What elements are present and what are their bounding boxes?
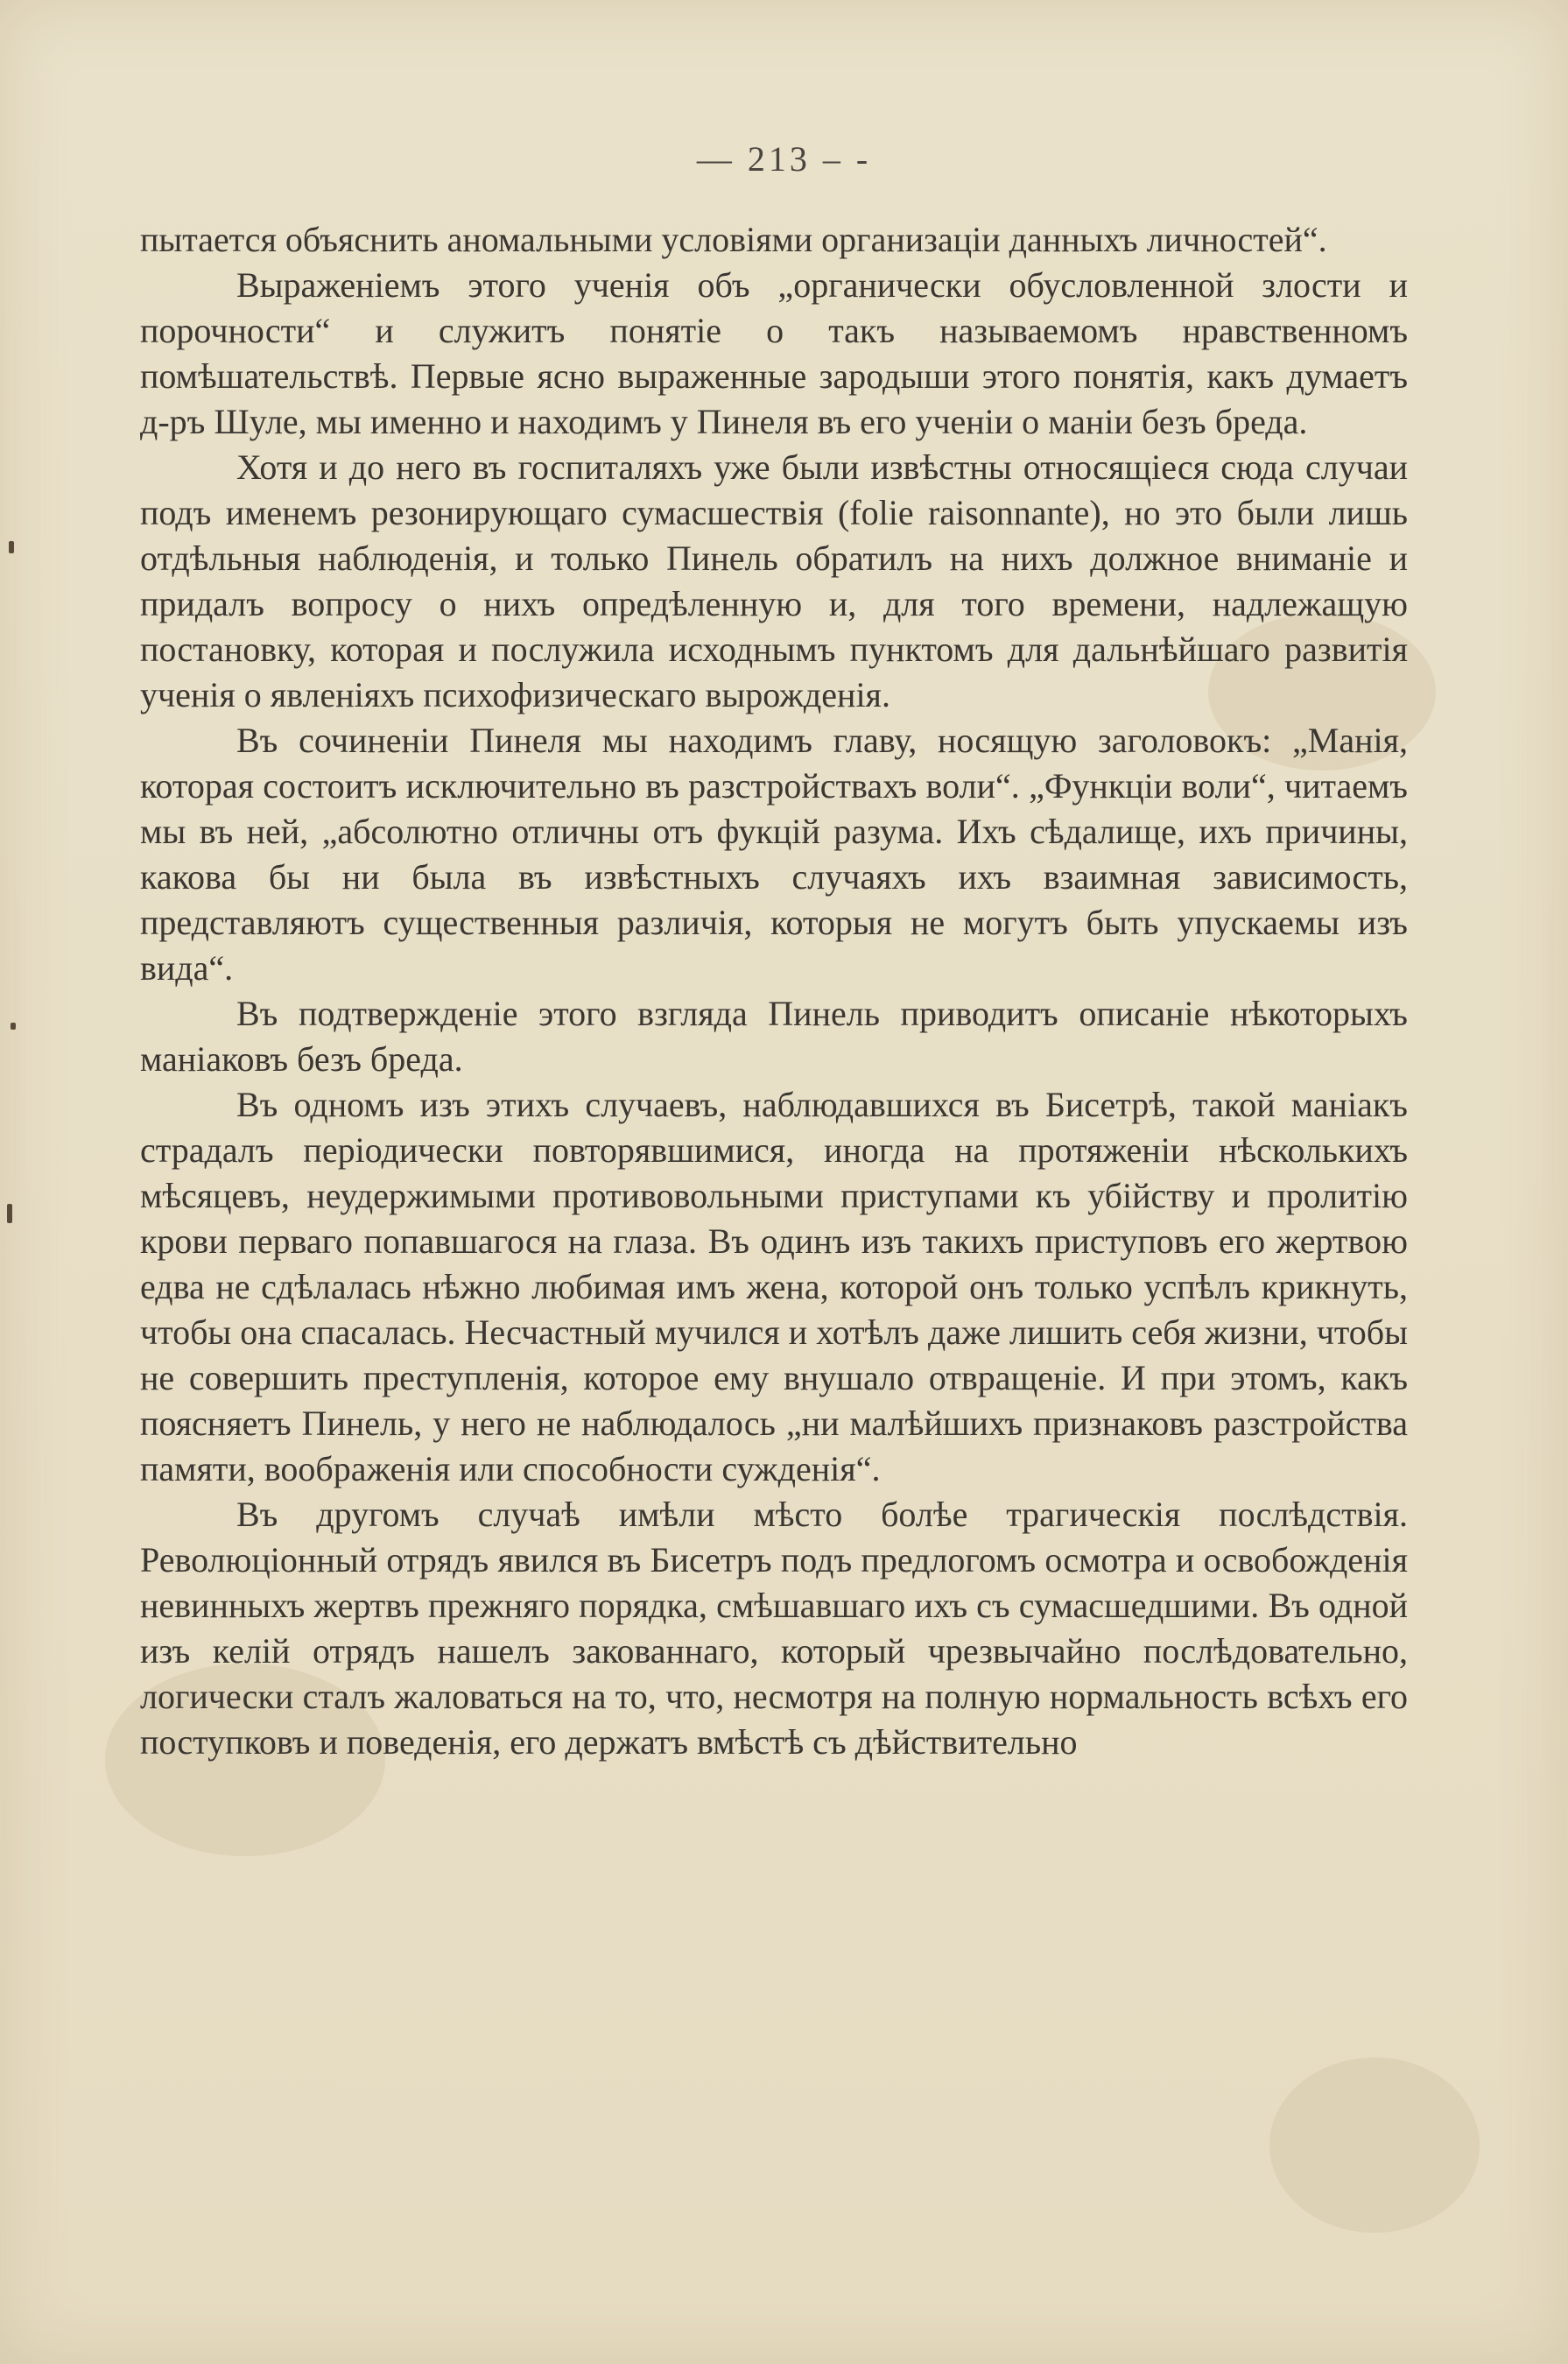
paragraph-3: Хотя и до него въ госпиталяхъ уже были извѣстны относящіеся сюда случаи подъ именемъ резонирующаго сумасшествія (folie raisonnante), но это были лишь отдѣльныя наблюденія, и только Пинель обратилъ на нихъ должное вниманіе и придалъ вопросу о нихъ опредѣленную и, для того времени, надлежащую постановку, которая и послужила исходнымъ пунктомъ для дальнѣйшаго развитія ученія о явленіяхъ психофизическаго вырожденія. — [140, 447, 1408, 714]
margin-mark — [11, 1023, 16, 1030]
paragraph-2: Выраженіемъ этого ученія объ „органически обусловленной злости и порочности“ и служитъ понятіе о такъ называемомъ нравственномъ помѣшательствѣ. Первые ясно выраженные зародыши этого понятія, какъ думаетъ д-ръ Шуле, мы именно и находимъ у Пинеля въ его ученіи о маніи безъ бреда. — [140, 265, 1408, 441]
margin-mark — [9, 541, 14, 553]
paragraph-5: Въ подтвержденіе этого взгляда Пинель приводитъ описаніе нѣкоторыхъ маніаковъ безъ бреда. — [140, 994, 1408, 1079]
paper-stain — [1269, 2058, 1480, 2233]
paragraph-4: Въ сочиненіи Пинеля мы находимъ главу, носящую заголовокъ: „Манія, которая состоитъ исключительно въ разстройствахъ воли“. „Функціи воли“, читаемъ мы въ ней, „абсолютно отличны отъ фукцій разума. Ихъ сѣдалище, ихъ причины, какова бы ни была въ извѣстныхъ случаяхъ ихъ взаимная зависимость, представляютъ существенныя различія, которыя не могутъ быть упускаемы изъ вида“. — [140, 721, 1408, 988]
paragraph-7: Въ другомъ случаѣ имѣли мѣсто болѣе трагическія послѣдствія. Революціонный отрядъ явился въ Бисетръ подъ предлогомъ осмотра и освобожденія невинныхъ жертвъ прежняго порядка, смѣшавшаго ихъ съ сумасшедшими. Въ одной изъ келій отрядъ нашелъ закованнаго, который чрезвычайно послѣдовательно, логически сталъ жаловаться на то, что, несмотря на полную нормальность всѣхъ его поступковъ и поведенія, его держатъ вмѣстѣ съ дѣйствительно — [140, 1495, 1408, 1762]
paragraph-1: пытается объяснить аномальными условіями организаціи данныхъ личностей“. — [140, 220, 1327, 259]
body-text — [140, 217, 1408, 1765]
margin-mark — [7, 1204, 12, 1223]
paragraph-6: Въ одномъ изъ этихъ случаевъ, наблюдавшихся въ Бисетрѣ, такой маніакъ страдалъ періодически повторявшимися, иногда на протяженіи нѣсколькихъ мѣсяцевъ, неудержимыми противовольными приступами къ убійству и пролитію крови перваго попавшагося на глаза. Въ одинъ изъ такихъ приступовъ его жертвою едва не сдѣлалась нѣжно любимая имъ жена, которой онъ только успѣлъ крикнуть, чтобы она спасалась. Несчастный мучился и хотѣлъ даже лишить себя жизни, чтобы не совершить преступленія, которое ему внушало отвращеніе. И при этомъ, какъ поясняетъ Пинель, у него не наблюдалось „ни малѣйшихъ признаковъ разстройства памяти, воображенія или способности сужденія“. — [140, 1085, 1408, 1488]
page-number: — 213 – - — [696, 139, 872, 179]
